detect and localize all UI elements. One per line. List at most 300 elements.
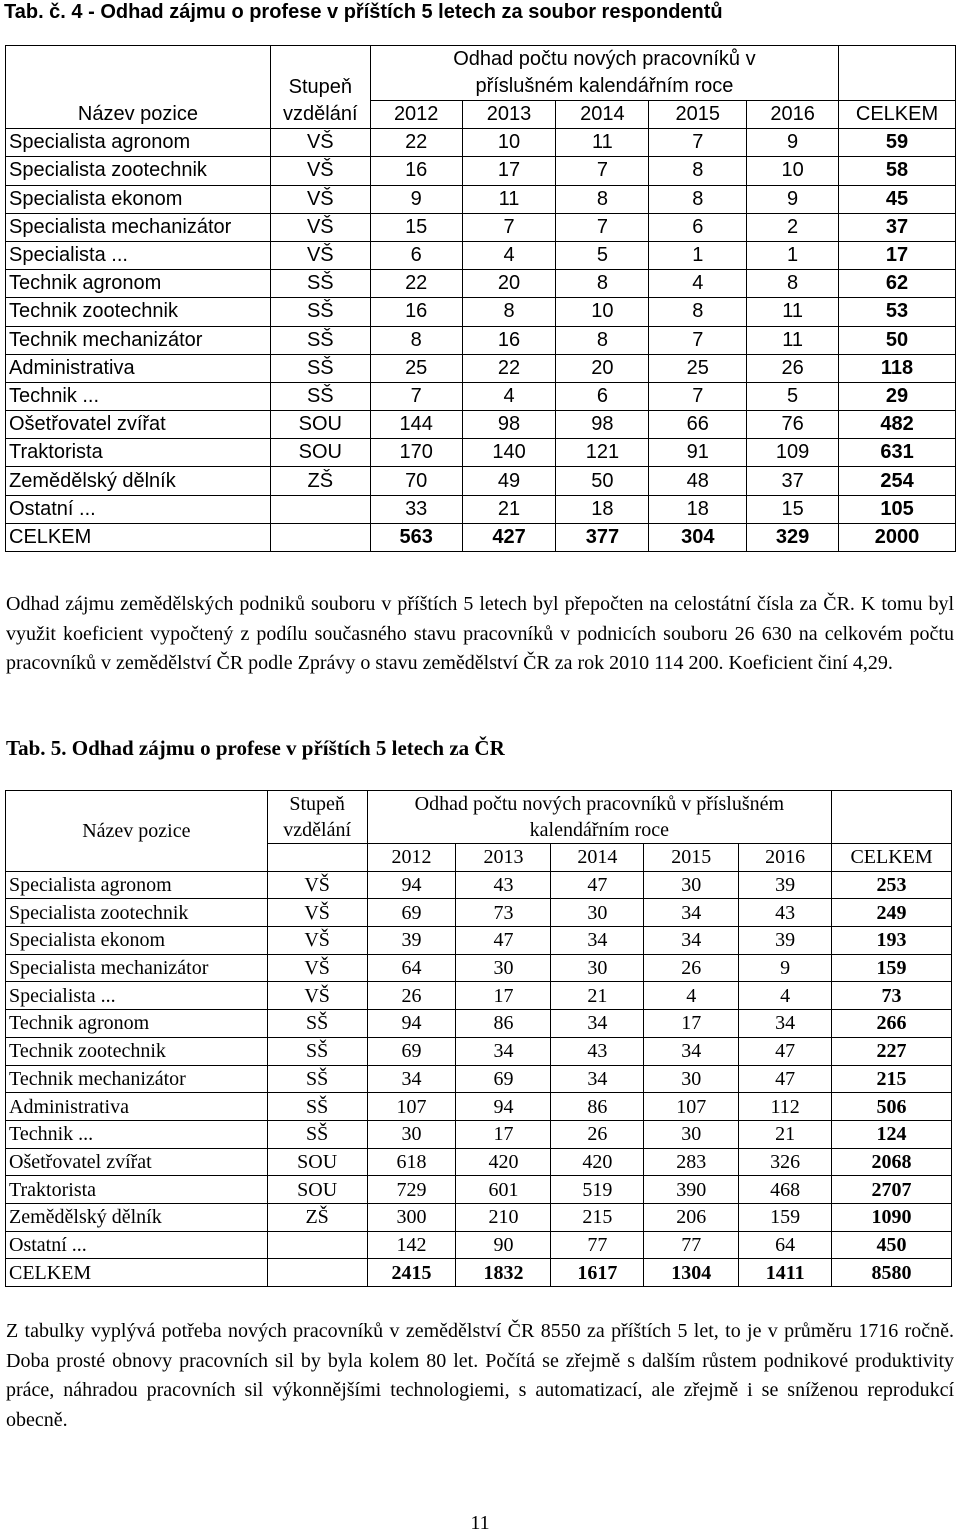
- row-position-name: Technik ...: [6, 1120, 268, 1148]
- row-year-value: 22: [462, 354, 556, 382]
- table-row: [6, 298, 956, 326]
- total-row-grand-total: 8580: [832, 1259, 952, 1287]
- row-year-value: 468: [739, 1176, 832, 1204]
- row-year-value: 8: [649, 298, 747, 326]
- row-year-value: 94: [367, 871, 456, 899]
- table-row: [6, 1203, 952, 1231]
- row-year-value: 30: [456, 954, 551, 982]
- row-year-value: 22: [370, 270, 462, 298]
- table-row: [6, 467, 956, 495]
- row-total: 53: [839, 298, 956, 326]
- total-row-year-value: 1617: [551, 1259, 644, 1287]
- row-position-name: Specialista agronom: [6, 871, 268, 899]
- row-year-value: 66: [649, 411, 747, 439]
- total-row-year-value: 329: [747, 523, 839, 551]
- header-level-empty: [267, 844, 367, 872]
- header-education-level: [267, 791, 367, 844]
- total-row-level-empty: [270, 523, 370, 551]
- row-position-name: Specialista ekonom: [6, 185, 271, 213]
- row-education-level: VŠ: [270, 129, 370, 157]
- row-total: 193: [832, 927, 952, 955]
- row-year-value: 50: [556, 467, 649, 495]
- paragraph-conclusion: Z tabulky vyplývá potřeba nových pracovníků v zemědělství ČR 8550 za příštích 5 let, to je v průměru 1716 ročně. Doba prosté obnovy pracovních sil by byla kolem 80 let. Počítá se zřejmě s dalším růstem podnikové produktivity práce, náhradou pracovních sil výkonnějšími technologiemi, s automatizací, ale zřejmě i se sníženou reprodukcí obecně.: [6, 1320, 954, 1431]
- row-year-value: 30: [644, 1120, 739, 1148]
- row-position-name: Specialista zootechnik: [6, 157, 271, 185]
- header-education-level-line2: vzdělání: [283, 819, 352, 841]
- row-year-value: 8: [649, 157, 747, 185]
- row-year-value: 206: [644, 1203, 739, 1231]
- table-row: [6, 1120, 952, 1148]
- row-year-value: 10: [556, 298, 649, 326]
- row-year-value: 26: [747, 354, 839, 382]
- row-year-value: 47: [551, 871, 644, 899]
- header-year: 2013: [462, 101, 556, 129]
- total-row-grand-total: 2000: [839, 523, 956, 551]
- table-row: [6, 1176, 952, 1204]
- row-year-value: 9: [747, 185, 839, 213]
- table-row: [6, 1148, 952, 1176]
- table-row: [6, 1231, 952, 1259]
- row-total: 45: [839, 185, 956, 213]
- table-row: [6, 241, 956, 269]
- row-year-value: 16: [462, 326, 556, 354]
- row-education-level: [267, 1231, 367, 1259]
- row-year-value: 47: [739, 1065, 832, 1093]
- row-position-name: Technik agronom: [6, 270, 271, 298]
- row-total: 105: [839, 495, 956, 523]
- row-year-value: 215: [551, 1203, 644, 1231]
- row-year-value: 17: [462, 157, 556, 185]
- row-year-value: 34: [367, 1065, 456, 1093]
- total-row-year-value: 304: [649, 523, 747, 551]
- row-year-value: 69: [367, 899, 456, 927]
- row-year-value: 8: [556, 185, 649, 213]
- row-total: 253: [832, 871, 952, 899]
- row-year-value: 618: [367, 1148, 456, 1176]
- row-education-level: SŠ: [267, 1093, 367, 1121]
- row-year-value: 9: [370, 185, 462, 213]
- row-year-value: 30: [367, 1120, 456, 1148]
- row-education-level: VŠ: [270, 241, 370, 269]
- row-year-value: 8: [556, 270, 649, 298]
- row-position-name: Specialista mechanizátor: [6, 954, 268, 982]
- row-position-name: Specialista ...: [6, 241, 271, 269]
- table-row: [6, 495, 956, 523]
- row-year-value: 21: [551, 982, 644, 1010]
- row-year-value: 86: [551, 1093, 644, 1121]
- row-year-value: 17: [456, 1120, 551, 1148]
- header-year: CELKEM: [839, 101, 956, 129]
- header-row: [6, 46, 956, 101]
- header-education-level-line1: Stupeň: [289, 793, 345, 815]
- row-year-value: 142: [367, 1231, 456, 1259]
- header-row: [6, 791, 952, 844]
- row-year-value: 15: [370, 213, 462, 241]
- row-year-value: 6: [649, 213, 747, 241]
- row-year-value: 326: [739, 1148, 832, 1176]
- row-position-name: Specialista agronom: [6, 129, 271, 157]
- total-row-level-empty: [267, 1259, 367, 1287]
- header-year: 2012: [370, 101, 462, 129]
- row-total: 29: [839, 382, 956, 410]
- row-year-value: 43: [456, 871, 551, 899]
- total-row-year-value: 377: [556, 523, 649, 551]
- table1: [5, 45, 956, 552]
- row-education-level: SOU: [270, 411, 370, 439]
- row-year-value: 20: [462, 270, 556, 298]
- header-estimate-group-line2: příslušném kalendářním roce: [475, 75, 734, 97]
- table-row: [6, 157, 956, 185]
- table-row: [6, 1065, 952, 1093]
- row-year-value: 49: [462, 467, 556, 495]
- row-position-name: Administrativa: [6, 354, 271, 382]
- row-total: 227: [832, 1037, 952, 1065]
- row-total: 118: [839, 354, 956, 382]
- row-position-name: Ostatní ...: [6, 1231, 268, 1259]
- row-year-value: 4: [462, 382, 556, 410]
- row-total: 59: [839, 129, 956, 157]
- page-number: 11: [470, 1512, 490, 1534]
- row-year-value: 37: [747, 467, 839, 495]
- row-total: 249: [832, 899, 952, 927]
- row-year-value: 11: [556, 129, 649, 157]
- row-year-value: 91: [649, 439, 747, 467]
- row-year-value: 210: [456, 1203, 551, 1231]
- row-year-value: 25: [649, 354, 747, 382]
- row-year-value: 77: [551, 1231, 644, 1259]
- row-total: 2707: [832, 1176, 952, 1204]
- row-position-name: Traktorista: [6, 1176, 268, 1204]
- row-year-value: 16: [370, 298, 462, 326]
- row-year-value: 7: [556, 213, 649, 241]
- row-year-value: 7: [649, 326, 747, 354]
- row-year-value: 300: [367, 1203, 456, 1231]
- row-year-value: 64: [367, 954, 456, 982]
- row-year-value: 5: [556, 241, 649, 269]
- row-year-value: 47: [739, 1037, 832, 1065]
- total-row-year-value: 1411: [739, 1259, 832, 1287]
- total-row: [6, 1259, 952, 1287]
- header-estimate-group-line1: Odhad počtu nových pracovníků v příslušném: [414, 793, 785, 815]
- row-year-value: 8: [462, 298, 556, 326]
- row-education-level: SOU: [267, 1176, 367, 1204]
- row-education-level: SŠ: [267, 1065, 367, 1093]
- table-row: [6, 185, 956, 213]
- row-year-value: 10: [747, 157, 839, 185]
- header-education-level-line1: Stupeň: [288, 76, 352, 99]
- row-year-value: 20: [556, 354, 649, 382]
- total-row-label: CELKEM: [6, 1259, 268, 1287]
- header-year: 2016: [739, 844, 832, 872]
- header-empty-cell: [839, 46, 956, 101]
- row-year-value: 98: [462, 411, 556, 439]
- row-year-value: 39: [739, 927, 832, 955]
- row-year-value: 11: [747, 326, 839, 354]
- row-year-value: 30: [644, 871, 739, 899]
- row-year-value: 94: [367, 1010, 456, 1038]
- row-year-value: 17: [644, 1010, 739, 1038]
- row-education-level: SŠ: [270, 270, 370, 298]
- row-education-level: SŠ: [270, 382, 370, 410]
- table-row: [6, 1093, 952, 1121]
- table-row: [6, 270, 956, 298]
- row-year-value: 9: [739, 954, 832, 982]
- row-year-value: 7: [370, 382, 462, 410]
- row-year-value: 43: [551, 1037, 644, 1065]
- row-position-name: Traktorista: [6, 439, 271, 467]
- row-year-value: 34: [551, 1065, 644, 1093]
- row-year-value: 7: [556, 157, 649, 185]
- row-year-value: 76: [747, 411, 839, 439]
- row-year-value: 420: [551, 1148, 644, 1176]
- row-year-value: 22: [370, 129, 462, 157]
- header-position-name-text: Název pozice: [77, 103, 198, 126]
- row-education-level: SŠ: [267, 1120, 367, 1148]
- row-year-value: 4: [644, 982, 739, 1010]
- row-total: 58: [839, 157, 956, 185]
- header-position-name: [6, 46, 271, 129]
- row-year-value: 283: [644, 1148, 739, 1176]
- header-year: 2016: [747, 101, 839, 129]
- row-year-value: 420: [456, 1148, 551, 1176]
- header-education-level-line2: vzdělání: [283, 103, 358, 126]
- row-position-name: Specialista ...: [6, 982, 268, 1010]
- total-row-year-value: 1832: [456, 1259, 551, 1287]
- row-education-level: ZŠ: [267, 1203, 367, 1231]
- header-education-level: [270, 46, 370, 129]
- row-year-value: 30: [551, 899, 644, 927]
- total-row-year-value: 1304: [644, 1259, 739, 1287]
- row-education-level: VŠ: [267, 927, 367, 955]
- header-year: 2012: [367, 844, 456, 872]
- header-estimate-group: [370, 46, 838, 101]
- table-row: [6, 411, 956, 439]
- row-year-value: 34: [551, 1010, 644, 1038]
- row-year-value: 5: [747, 382, 839, 410]
- row-total: 506: [832, 1093, 952, 1121]
- row-year-value: 64: [739, 1231, 832, 1259]
- row-year-value: 8: [556, 326, 649, 354]
- row-year-value: 73: [456, 899, 551, 927]
- row-year-value: 21: [462, 495, 556, 523]
- row-year-value: 7: [462, 213, 556, 241]
- row-year-value: 26: [644, 954, 739, 982]
- table-row: [6, 1010, 952, 1038]
- row-year-value: 18: [649, 495, 747, 523]
- table-row: [6, 439, 956, 467]
- table-row: [6, 213, 956, 241]
- row-year-value: 30: [644, 1065, 739, 1093]
- row-year-value: 16: [370, 157, 462, 185]
- table2-title: Tab. 5. Odhad zájmu o profese v příštích 5 letech za ČR: [6, 736, 505, 760]
- row-position-name: Technik agronom: [6, 1010, 268, 1038]
- row-position-name: Administrativa: [6, 1093, 268, 1121]
- row-year-value: 4: [649, 270, 747, 298]
- table-row: [6, 382, 956, 410]
- row-position-name: Zemědělský dělník: [6, 467, 271, 495]
- table-row: [6, 354, 956, 382]
- table1-title: Tab. č. 4 - Odhad zájmu o profese v příštích 5 letech za soubor respondentů: [4, 1, 723, 23]
- row-year-value: 6: [556, 382, 649, 410]
- row-year-value: 47: [456, 927, 551, 955]
- row-year-value: 1: [649, 241, 747, 269]
- row-year-value: 43: [739, 899, 832, 927]
- row-year-value: 94: [456, 1093, 551, 1121]
- table2: [5, 790, 952, 1287]
- row-total: 1090: [832, 1203, 952, 1231]
- row-total: 37: [839, 213, 956, 241]
- row-year-value: 9: [747, 129, 839, 157]
- total-row-year-value: 2415: [367, 1259, 456, 1287]
- row-position-name: Zemědělský dělník: [6, 1203, 268, 1231]
- row-year-value: 70: [370, 467, 462, 495]
- row-position-name: Technik zootechnik: [6, 298, 271, 326]
- row-total: 254: [839, 467, 956, 495]
- row-total: 482: [839, 411, 956, 439]
- table-row: [6, 129, 956, 157]
- row-year-value: 107: [367, 1093, 456, 1121]
- header-year: 2014: [556, 101, 649, 129]
- header-estimate-group-line1: Odhad počtu nových pracovníků v: [453, 48, 756, 70]
- row-year-value: 34: [739, 1010, 832, 1038]
- header-year: CELKEM: [832, 844, 952, 872]
- row-education-level: SOU: [267, 1148, 367, 1176]
- total-row-label: CELKEM: [6, 523, 271, 551]
- row-year-value: 17: [456, 982, 551, 1010]
- header-estimate-group-line2: kalendářním roce: [529, 819, 670, 841]
- row-year-value: 30: [551, 954, 644, 982]
- table-row: [6, 982, 952, 1010]
- row-position-name: Technik ...: [6, 382, 271, 410]
- row-year-value: 170: [370, 439, 462, 467]
- row-total: 2068: [832, 1148, 952, 1176]
- row-total: 62: [839, 270, 956, 298]
- header-year: 2015: [644, 844, 739, 872]
- row-position-name: Specialista ekonom: [6, 927, 268, 955]
- row-year-value: 25: [370, 354, 462, 382]
- row-education-level: SŠ: [270, 326, 370, 354]
- row-position-name: Technik zootechnik: [6, 1037, 268, 1065]
- row-year-value: 98: [556, 411, 649, 439]
- row-year-value: 112: [739, 1093, 832, 1121]
- row-year-value: 2: [747, 213, 839, 241]
- row-education-level: VŠ: [270, 185, 370, 213]
- header-empty-cell: [832, 791, 952, 844]
- header-estimate-group: [367, 791, 832, 844]
- row-year-value: 4: [739, 982, 832, 1010]
- row-education-level: VŠ: [267, 982, 367, 1010]
- row-year-value: 107: [644, 1093, 739, 1121]
- table-row: [6, 927, 952, 955]
- row-total: 17: [839, 241, 956, 269]
- row-year-value: 1: [747, 241, 839, 269]
- row-year-value: 6: [370, 241, 462, 269]
- row-position-name: Ošetřovatel zvířat: [6, 411, 271, 439]
- row-year-value: 11: [747, 298, 839, 326]
- row-position-name: Specialista mechanizátor: [6, 213, 271, 241]
- row-year-value: 4: [462, 241, 556, 269]
- row-year-value: 8: [649, 185, 747, 213]
- row-education-level: SŠ: [270, 354, 370, 382]
- row-year-value: 34: [644, 927, 739, 955]
- row-year-value: 26: [367, 982, 456, 1010]
- row-year-value: 34: [644, 899, 739, 927]
- row-year-value: 8: [370, 326, 462, 354]
- table-row: [6, 954, 952, 982]
- table-row: [6, 871, 952, 899]
- row-year-value: 33: [370, 495, 462, 523]
- row-year-value: 144: [370, 411, 462, 439]
- row-total: 215: [832, 1065, 952, 1093]
- row-position-name: Specialista zootechnik: [6, 899, 268, 927]
- row-total: 50: [839, 326, 956, 354]
- row-education-level: VŠ: [270, 213, 370, 241]
- row-year-value: 10: [462, 129, 556, 157]
- header-year: 2015: [649, 101, 747, 129]
- row-total: 631: [839, 439, 956, 467]
- paragraph-recalculation: Odhad zájmu zemědělských podniků souboru v příštích 5 letech byl přepočten na celostátní čísla za ČR. K tomu byl využit koeficient vypočtený z podílu současného stavu pracovníků v podnicích souboru 26 630 na celkovém počtu pracovníků v zemědělství ČR podle Zprávy o stavu zemědělství ČR za rok 2010 114 200. Koeficient činí 4,29.: [6, 593, 954, 674]
- row-year-value: 121: [556, 439, 649, 467]
- row-year-value: 140: [462, 439, 556, 467]
- table-row: [6, 899, 952, 927]
- row-year-value: 34: [551, 927, 644, 955]
- row-position-name: Technik mechanizátor: [6, 326, 271, 354]
- row-position-name: Ostatní ...: [6, 495, 271, 523]
- row-year-value: 69: [456, 1065, 551, 1093]
- row-year-value: 39: [367, 927, 456, 955]
- row-education-level: SOU: [270, 439, 370, 467]
- row-year-value: 90: [456, 1231, 551, 1259]
- row-year-value: 729: [367, 1176, 456, 1204]
- row-year-value: 8: [747, 270, 839, 298]
- row-education-level: [270, 495, 370, 523]
- row-year-value: 15: [747, 495, 839, 523]
- row-total: 124: [832, 1120, 952, 1148]
- header-position-name: [6, 791, 268, 872]
- row-education-level: VŠ: [267, 899, 367, 927]
- row-year-value: 77: [644, 1231, 739, 1259]
- row-year-value: 519: [551, 1176, 644, 1204]
- row-education-level: VŠ: [267, 871, 367, 899]
- row-position-name: Technik mechanizátor: [6, 1065, 268, 1093]
- row-year-value: 48: [649, 467, 747, 495]
- row-year-value: 18: [556, 495, 649, 523]
- row-year-value: 34: [456, 1037, 551, 1065]
- row-year-value: 601: [456, 1176, 551, 1204]
- row-education-level: VŠ: [267, 954, 367, 982]
- total-row-year-value: 563: [370, 523, 462, 551]
- row-year-value: 7: [649, 382, 747, 410]
- row-year-value: 390: [644, 1176, 739, 1204]
- row-total: 266: [832, 1010, 952, 1038]
- header-position-name-text: Název pozice: [82, 819, 191, 842]
- header-year: 2013: [456, 844, 551, 872]
- row-total: 73: [832, 982, 952, 1010]
- row-year-value: 11: [462, 185, 556, 213]
- row-year-value: 109: [747, 439, 839, 467]
- header-year: 2014: [551, 844, 644, 872]
- total-row: [6, 523, 956, 551]
- row-year-value: 21: [739, 1120, 832, 1148]
- table-row: [6, 326, 956, 354]
- row-year-value: 26: [551, 1120, 644, 1148]
- row-total: 450: [832, 1231, 952, 1259]
- row-year-value: 159: [739, 1203, 832, 1231]
- row-education-level: SŠ: [267, 1037, 367, 1065]
- row-year-value: 34: [644, 1037, 739, 1065]
- row-total: 159: [832, 954, 952, 982]
- row-year-value: 69: [367, 1037, 456, 1065]
